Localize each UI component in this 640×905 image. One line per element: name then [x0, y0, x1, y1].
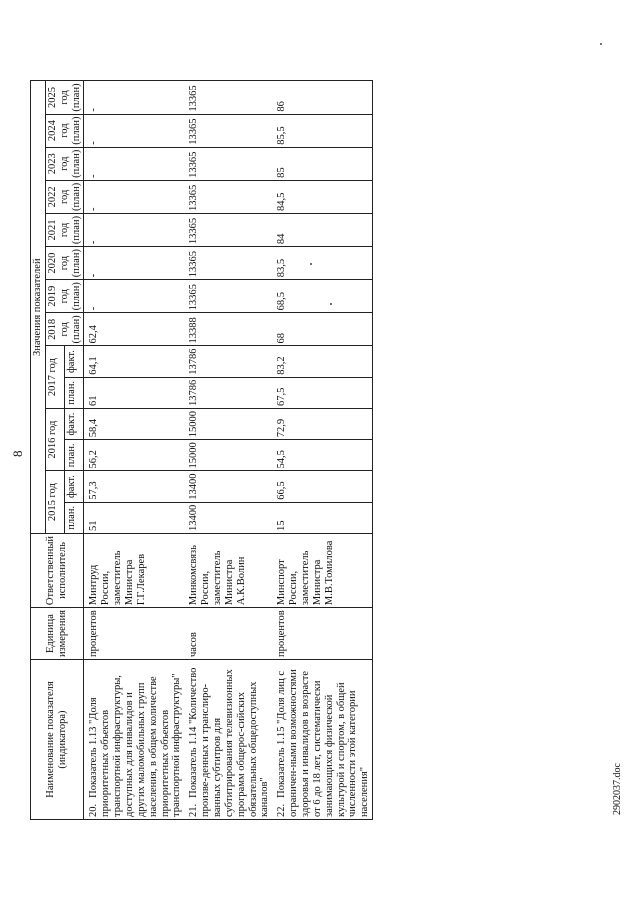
value-cell: -: [84, 213, 184, 246]
col-header-2025: 2025 год (план): [45, 81, 84, 114]
value-cell: -: [84, 147, 184, 180]
value-cell: 13365: [184, 114, 272, 147]
col-header-fact: факт.: [65, 346, 84, 377]
value-cell: -: [84, 180, 184, 213]
col-header-2017: 2017 год: [45, 346, 64, 409]
value-cell: 13786: [184, 346, 272, 377]
indicator-name-cell: [184, 660, 272, 820]
col-header-plan: план.: [65, 440, 84, 471]
value-cell: 67,5: [272, 377, 372, 408]
indicator-name: Показатель 1.15 "Доля лиц с ограничен-ными возможностями здоровья и инвалидов в возрасте от 6 до 18 лет, систематически занимающихся физической культурой и спортом, в общей численности этой категории населения": [276, 669, 371, 817]
col-header-values: Значения показателей: [31, 81, 46, 534]
page-number: 8: [10, 450, 25, 457]
col-header-2024: 2024 год (план): [45, 114, 84, 147]
col-header-fact: факт.: [65, 408, 84, 439]
value-cell: 13365: [184, 247, 272, 280]
value-cell: 13400: [184, 471, 272, 502]
responsible-cell: Минкомсвязь России, заместитель Министра А.К.Волин: [184, 533, 272, 607]
value-cell: 86: [272, 81, 372, 114]
responsible-cell: Минспорт России, заместитель Министра М.В.Томилова: [272, 533, 372, 607]
value-cell: 13365: [184, 180, 272, 213]
unit-cell: процентов: [84, 608, 184, 660]
value-cell: 58,4: [84, 408, 184, 439]
col-header-name: Наименование показателя (индикатора): [31, 660, 84, 820]
footer-filename: 2902037.doc: [612, 763, 623, 815]
value-cell: 15: [272, 502, 372, 533]
col-header-plan: план.: [65, 502, 84, 533]
table-row: [184, 81, 272, 820]
col-header-2022: 2022 год (план): [45, 180, 84, 213]
col-header-plan: план.: [65, 377, 84, 408]
col-header-responsible: Ответственный исполнитель: [31, 533, 84, 607]
row-number: 20.: [88, 803, 100, 817]
value-cell: 15000: [184, 408, 272, 439]
col-header-unit: Единица измерения: [31, 608, 84, 660]
indicator-name-cell: [84, 660, 184, 820]
value-cell: 13388: [184, 313, 272, 346]
unit-cell: процентов: [272, 608, 372, 660]
value-cell: 83,5: [272, 247, 372, 280]
indicator-name-cell: [272, 660, 372, 820]
col-header-2018: 2018 год (план): [45, 313, 84, 346]
col-header-2020: 2020 год (план): [45, 247, 84, 280]
table-row: [272, 81, 372, 820]
row-number: 22.: [276, 803, 288, 817]
value-cell: 85,5: [272, 114, 372, 147]
table-row: [84, 81, 184, 820]
value-cell: 13786: [184, 377, 272, 408]
value-cell: 13400: [184, 502, 272, 533]
value-cell: 62,4: [84, 313, 184, 346]
value-cell: 85: [272, 147, 372, 180]
value-cell: 84,5: [272, 180, 372, 213]
indicator-name: Показатель 1.13 "Доля приоритетных объектов транспортной инфраструктуры, доступных для инвалидов и других маломобильных групп населения, в общем количестве приоритетных объектов транспортной инфраструктуры": [88, 673, 183, 817]
scan-speck: [330, 303, 332, 305]
unit-cell: часов: [184, 608, 272, 660]
value-cell: 64,1: [84, 346, 184, 377]
value-cell: 57,3: [84, 471, 184, 502]
value-cell: -: [84, 81, 184, 114]
col-header-2015: 2015 год: [45, 471, 64, 534]
row-number: 21.: [188, 803, 200, 817]
col-header-fact: факт.: [65, 471, 84, 502]
value-cell: 84: [272, 213, 372, 246]
responsible-cell: Минтруд России, заместитель Министра Г.Г.Лекарев: [84, 533, 184, 607]
col-header-2019: 2019 год (план): [45, 280, 84, 313]
value-cell: 13365: [184, 213, 272, 246]
indicator-name: Показатель 1.14 "Количество произве-денных и транслиро-ванных субтитров для субтитрирования телевизионных программ общерос-сийских обязательных общедоступных каналов": [188, 667, 271, 817]
table-body: [84, 81, 373, 820]
value-cell: 68,5: [272, 280, 372, 313]
col-header-2021: 2021 год (план): [45, 213, 84, 246]
col-header-2023: 2023 год (план): [45, 147, 84, 180]
indicators-table: [30, 80, 373, 820]
value-cell: 66,5: [272, 471, 372, 502]
scan-speck: [600, 43, 602, 45]
value-cell: 13365: [184, 280, 272, 313]
value-cell: 72,9: [272, 408, 372, 439]
value-cell: 68: [272, 313, 372, 346]
value-cell: 56,2: [84, 440, 184, 471]
col-header-2016: 2016 год: [45, 408, 64, 471]
value-cell: 51: [84, 502, 184, 533]
value-cell: 83,2: [272, 346, 372, 377]
value-cell: -: [84, 280, 184, 313]
value-cell: 54,5: [272, 440, 372, 471]
value-cell: 13365: [184, 81, 272, 114]
value-cell: 13365: [184, 147, 272, 180]
value-cell: -: [84, 247, 184, 280]
value-cell: -: [84, 114, 184, 147]
value-cell: 15000: [184, 440, 272, 471]
value-cell: 61: [84, 377, 184, 408]
scan-speck: [310, 263, 312, 265]
